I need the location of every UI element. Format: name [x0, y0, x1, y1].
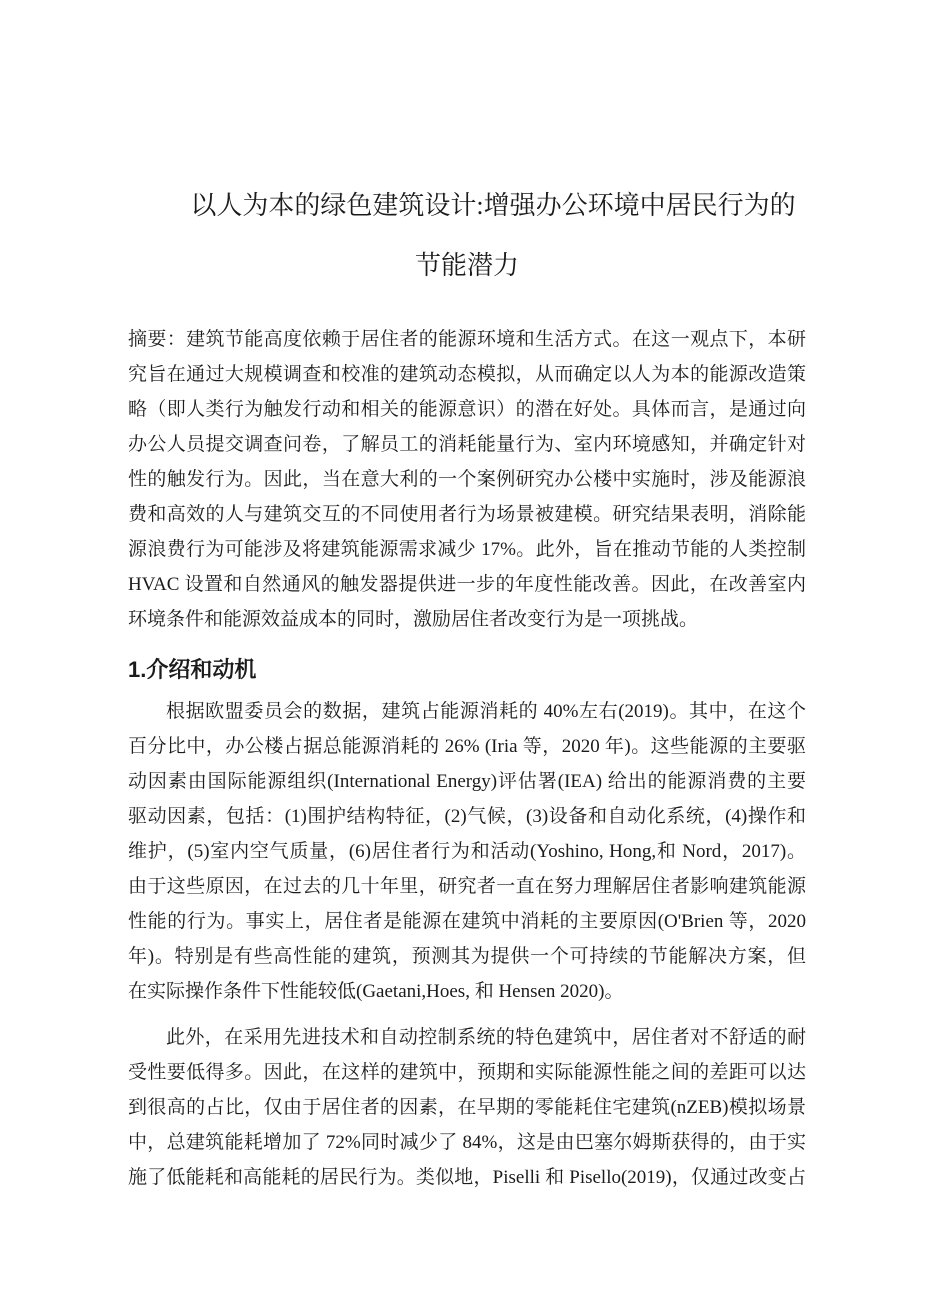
abstract-line: 摘要：建筑节能高度依赖于居住者的能源环境和生活方式。在这一观点下，本研 [128, 329, 806, 350]
abstract-line: 究旨在通过大规模调查和校准的建筑动态模拟，从而确定以人为本的能源改造策 [128, 364, 806, 385]
abstract-line: 略（即人类行为触发行动和相关的能源意识）的潜在好处。具体而言，是通过向 [128, 399, 806, 420]
title-line: 以人为本的绿色建筑设计:增强办公环境中居民行为的 [190, 191, 796, 220]
body-line: 动因素由国际能源组织(International Energy)评估署(IEA) 给出的能源消费的主要 [128, 771, 806, 792]
abstract-line: 性的触发行为。因此，当在意大利的一个案例研究办公楼中实施时，涉及能源浪 [128, 469, 806, 490]
title-line: 节能潜力 [414, 251, 519, 280]
abstract-line: HVAC 设置和自然通风的触发器提供进一步的年度性能改善。因此，在改善室内 [128, 574, 806, 595]
body-paragraph-2 [128, 1020, 806, 1195]
body-line: 施了低能耗和高能耗的居民行为。类似地，Piselli 和 Pisello(2019)，仅通过改变占 [128, 1167, 806, 1188]
body-line: 年)。特别是有些高性能的建筑，预测其为提供一个可持续的节能解决方案，但 [128, 946, 806, 967]
body-line: 百分比中，办公楼占据总能源消耗的 26% (Iria 等，2020 年)。这些能源的主要驱 [128, 736, 806, 757]
document-title [128, 176, 806, 296]
abstract-line: 费和高效的人与建筑交互的不同使用者行为场景被建模。研究结果表明，消除能 [128, 504, 806, 525]
body-line: 维护，(5)室内空气质量，(6)居住者行为和活动(Yoshino, Hong,和 Nord，2017)。 [128, 841, 806, 862]
body-line: 性能的行为。事实上，居住者是能源在建筑中消耗的主要原因(O'Brien 等，2020 [128, 911, 806, 932]
abstract-line: 办公人员提交调查问卷，了解员工的消耗能量行为、室内环境感知，并确定针对 [128, 434, 806, 455]
body-paragraph-1 [128, 694, 806, 1009]
body-line: 中，总建筑能耗增加了 72%同时减少了 84%，这是由巴塞尔姆斯获得的，由于实 [128, 1132, 806, 1153]
body-line: 在实际操作条件下性能较低(Gaetani,Hoes, 和 Hensen 2020)。 [128, 981, 624, 1002]
section-heading: 1.介绍和动机 [128, 657, 257, 682]
abstract-line: 环境条件和能源效益成本的同时，激励居住者改变行为是一项挑战。 [128, 609, 699, 630]
body-line: 驱动因素，包括：(1)围护结构特征，(2)气候，(3)设备和自动化系统，(4)操作和 [128, 806, 806, 827]
body-line: 根据欧盟委员会的数据，建筑占能源消耗的 40%左右(2019)。其中，在这个 [166, 701, 806, 722]
abstract-line: 源浪费行为可能涉及将建筑能源需求减少 17%。此外，旨在推动节能的人类控制 [128, 539, 806, 560]
body-line: 此外，在采用先进技术和自动控制系统的特色建筑中，居住者对不舒适的耐 [166, 1027, 806, 1048]
body-line: 到很高的占比，仅由于居住者的因素，在早期的零能耗住宅建筑(nZEB)模拟场景 [128, 1097, 806, 1118]
body-line: 受性要低得多。因此，在这样的建筑中，预期和实际能源性能之间的差距可以达 [128, 1062, 806, 1083]
abstract-paragraph [128, 322, 806, 637]
body-line: 由于这些原因，在过去的几十年里，研究者一直在努力理解居住者影响建筑能源 [128, 876, 806, 897]
